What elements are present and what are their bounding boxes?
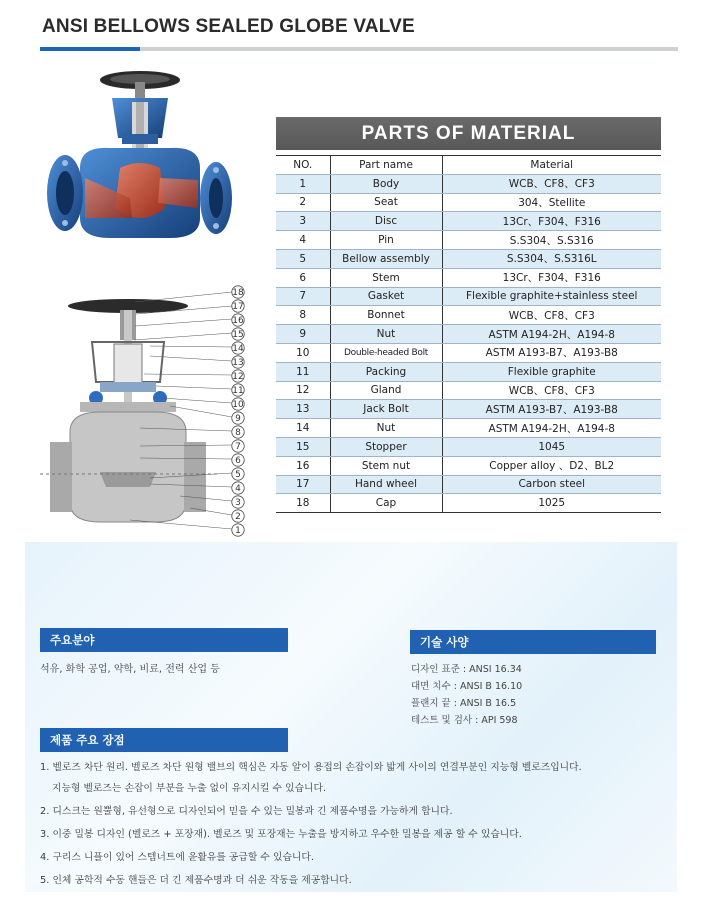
parts-table-row [276, 249, 661, 268]
callout-number: 8 [235, 428, 241, 438]
callout-number: 4 [235, 484, 241, 494]
cell-material: Flexible graphite [442, 362, 661, 381]
column-header-material: Material [442, 156, 661, 175]
spec-item: 디자인 표준 : ANSI 16.34 [411, 664, 522, 675]
cell-no: 10 [276, 343, 330, 362]
page-title: ANSI BELLOWS SEALED GLOBE VALVE [42, 16, 415, 37]
main-fields-text: 석유, 화학 공업, 약학, 비료, 전력 산업 등 [40, 664, 220, 675]
cell-no: 12 [276, 381, 330, 400]
cell-material: WCB、CF8、CF3 [442, 381, 661, 400]
valve-section-drawing [40, 282, 255, 542]
callout-number: 11 [232, 386, 244, 396]
cell-part-name: Hand wheel [330, 475, 442, 494]
parts-table-row [276, 174, 661, 193]
cell-no: 18 [276, 494, 330, 513]
callout-number: 7 [235, 442, 241, 452]
callout-number: 2 [235, 512, 241, 522]
column-header-no: NO. [276, 156, 330, 175]
parts-table-heading: PARTS OF MATERIAL [276, 117, 661, 150]
cell-material: Copper alloy 、D2、BL2 [442, 456, 661, 475]
feature-item: 4. 구리스 니플이 있어 스템너트에 윤활유를 공급할 수 있습니다. [40, 852, 314, 863]
cell-no: 3 [276, 212, 330, 231]
cell-no: 15 [276, 437, 330, 456]
cell-no: 14 [276, 419, 330, 438]
cell-no: 11 [276, 362, 330, 381]
cell-part-name: Disc [330, 212, 442, 231]
cell-material: WCB、CF8、CF3 [442, 306, 661, 325]
cell-material: 1045 [442, 437, 661, 456]
parts-table-row [276, 231, 661, 250]
cell-material: S.S304、S.S316L [442, 249, 661, 268]
cell-part-name: Jack Bolt [330, 400, 442, 419]
cell-part-name: Body [330, 174, 442, 193]
feature-item: 5. 인체 공학적 수동 핸들은 더 긴 제품수명과 더 쉬운 작동을 제공합니다. [40, 875, 352, 886]
cell-part-name: Stem nut [330, 456, 442, 475]
parts-table-row [276, 494, 661, 513]
parts-table-row [276, 212, 661, 231]
cell-part-name: Seat [330, 193, 442, 212]
cell-no: 2 [276, 193, 330, 212]
cell-no: 1 [276, 174, 330, 193]
callout-number: 9 [235, 414, 241, 424]
feature-list [40, 760, 670, 896]
spec-item: 플랜지 끝 : ANSI B 16.5 [411, 698, 517, 709]
cell-part-name: Nut [330, 419, 442, 438]
cell-material: 304、Stellite [442, 193, 661, 212]
column-header-part-name: Part name [330, 156, 442, 175]
parts-table-row [276, 306, 661, 325]
callout-numbers [232, 286, 244, 536]
cell-part-name: Stem [330, 268, 442, 287]
parts-table-row [276, 287, 661, 306]
cell-material: Carbon steel [442, 475, 661, 494]
cell-no: 16 [276, 456, 330, 475]
feature-item: 2. 디스크는 원뿔형, 유선형으로 디자인되어 믿을 수 있는 밀봉과 긴 제품수명을 가능하게 합니다. [40, 806, 453, 817]
feature-item-continuation: 지능형 벨로즈는 손잡이 부분을 누출 없이 유지시킬 수 있습니다. [52, 783, 327, 794]
cell-part-name: Bellow assembly [330, 249, 442, 268]
cell-part-name: Gasket [330, 287, 442, 306]
cell-part-name: Double-headed Bolt [330, 343, 442, 362]
cell-material: Flexible graphite+stainless steel [442, 287, 661, 306]
cell-no: 6 [276, 268, 330, 287]
callout-number: 16 [232, 316, 244, 326]
parts-table-row [276, 475, 661, 494]
spec-item: 테스트 및 검사 : API 598 [411, 715, 518, 726]
spec-item: 대면 치수 : ANSI B 16.10 [411, 681, 523, 692]
callout-number: 13 [232, 358, 244, 368]
callout-number: 15 [232, 330, 244, 340]
features-heading: 제품 주요 장점 [40, 728, 288, 752]
parts-table-row [276, 437, 661, 456]
parts-table-row [276, 325, 661, 344]
cell-part-name: Stopper [330, 437, 442, 456]
feature-item: 1. 벨로즈 차단 원리. 벨로즈 차단 원형 밸브의 핵심은 자동 알이 용접의 손잡이와 밟게 사이의 연결부분인 지능형 벨로즈입니다. [40, 762, 582, 773]
cell-no: 17 [276, 475, 330, 494]
specs-heading: 기술 사양 [410, 630, 656, 654]
cell-no: 5 [276, 249, 330, 268]
cell-part-name: Bonnet [330, 306, 442, 325]
cell-no: 4 [276, 231, 330, 250]
cell-material: WCB、CF8、CF3 [442, 174, 661, 193]
cell-material: 1025 [442, 494, 661, 513]
feature-item: 3. 이중 밀봉 디자인 (벨로즈 + 포장재). 벨로즈 및 포장재는 누출을 방지하고 우수한 밀봉을 제공 할 수 있습니다. [40, 829, 522, 840]
cell-part-name: Pin [330, 231, 442, 250]
cell-material: ASTM A194-2H、A194-8 [442, 325, 661, 344]
callout-number: 18 [232, 288, 244, 298]
callout-number: 17 [232, 302, 244, 312]
valve-cutaway-image [40, 68, 240, 268]
parts-table-row [276, 343, 661, 362]
parts-table-row [276, 193, 661, 212]
parts-table-row [276, 268, 661, 287]
cell-part-name: Packing [330, 362, 442, 381]
callout-number: 1 [235, 526, 241, 536]
cell-material: S.S304、S.S316 [442, 231, 661, 250]
callout-number: 3 [235, 498, 241, 508]
main-fields-heading: 주요분야 [40, 628, 288, 652]
cell-part-name: Cap [330, 494, 442, 513]
cell-material: ASTM A193-B7、A193-B8 [442, 343, 661, 362]
callout-number: 10 [232, 400, 244, 410]
callout-number: 6 [235, 456, 241, 466]
cell-material: ASTM A194-2H、A194-8 [442, 419, 661, 438]
cell-no: 9 [276, 325, 330, 344]
cell-part-name: Nut [330, 325, 442, 344]
cell-no: 8 [276, 306, 330, 325]
parts-table-row [276, 362, 661, 381]
parts-table-row [276, 419, 661, 438]
parts-table-row [276, 381, 661, 400]
spec-list [411, 661, 522, 729]
callout-number: 5 [235, 470, 241, 480]
cell-no: 13 [276, 400, 330, 419]
title-divider-accent [40, 47, 140, 51]
cell-part-name: Gland [330, 381, 442, 400]
parts-table-row [276, 400, 661, 419]
parts-table-row [276, 456, 661, 475]
parts-table [276, 155, 661, 513]
cell-material: 13Cr、F304、F316 [442, 268, 661, 287]
cell-material: 13Cr、F304、F316 [442, 212, 661, 231]
cell-no: 7 [276, 287, 330, 306]
callout-number: 12 [232, 372, 244, 382]
callout-number: 14 [232, 344, 244, 354]
cell-material: ASTM A193-B7、A193-B8 [442, 400, 661, 419]
